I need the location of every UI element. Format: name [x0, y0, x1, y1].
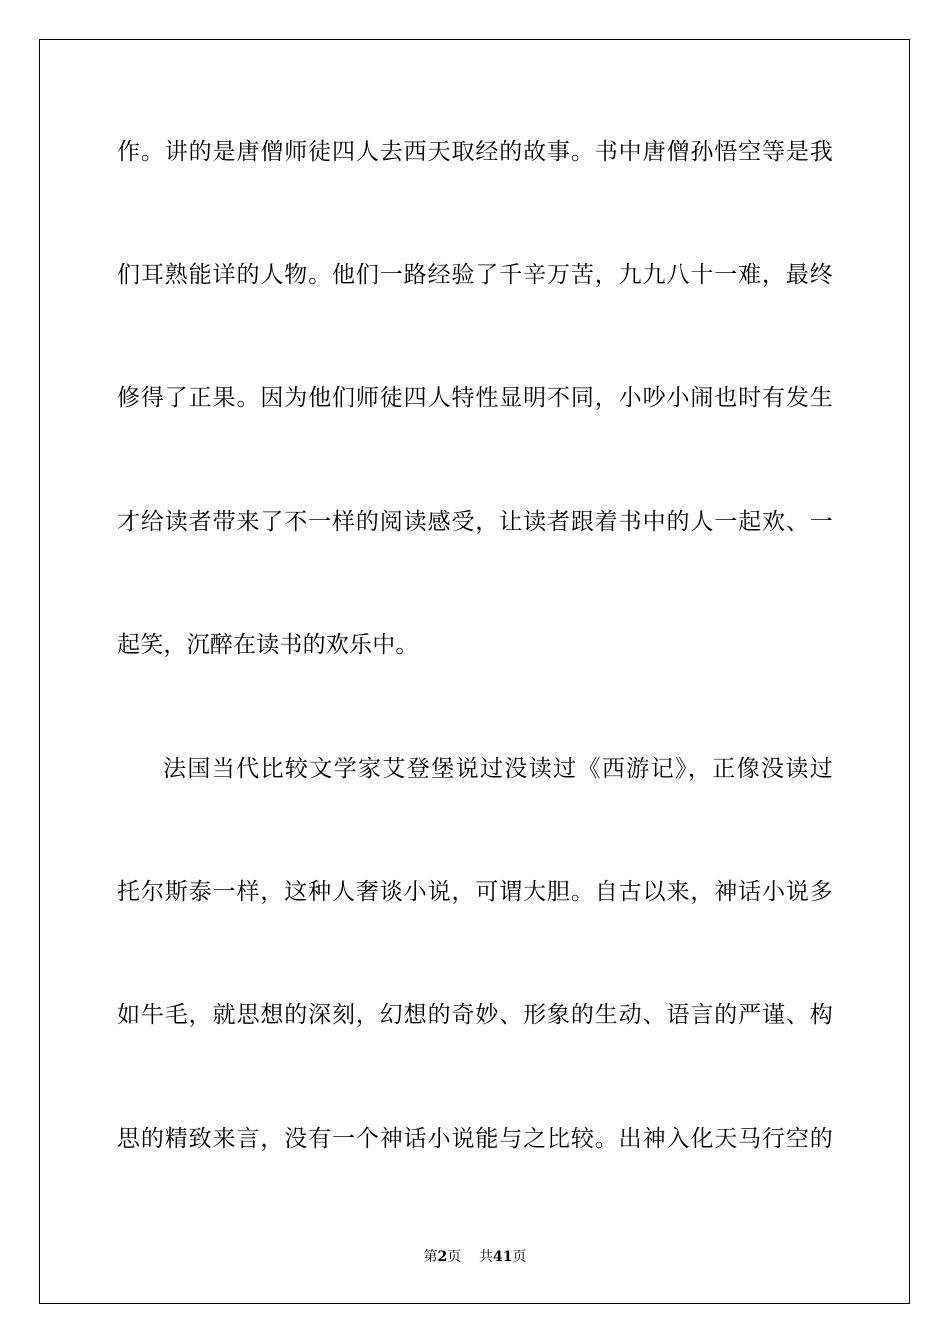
paragraph-line-1: 作。讲的是唐僧师徒四人去西天取经的故事。书中唐僧孙悟空等是我 — [117, 139, 833, 165]
page-footer — [0, 1247, 950, 1267]
page-border — [39, 39, 910, 1304]
footer-page-suffix: 页 — [447, 1249, 462, 1265]
footer-page-prefix: 第 — [423, 1249, 438, 1265]
footer-total-prefix: 共 — [479, 1249, 494, 1265]
footer-total-suffix: 页 — [512, 1249, 527, 1265]
paragraph-line-9: 思的精致来言，没有一个神话小说能与之比较。出神入化天马行空的 — [117, 1126, 833, 1152]
paragraph-line-4: 才给读者带来了不一样的阅读感受，让读者跟着书中的人一起欢、一 — [117, 509, 833, 535]
paragraph-line-3: 修得了正果。因为他们师徒四人特性显明不同，小吵小闹也时有发生 — [117, 385, 833, 411]
paragraph-line-8: 如牛毛，就思想的深刻，幻想的奇妙、形象的生动、语言的严谨、构 — [117, 1002, 833, 1028]
paragraph-line-5: 起笑，沉醉在读书的欢乐中。 — [117, 632, 419, 658]
paragraph-line-2: 们耳熟能详的人物。他们一路经验了千辛万苦，九九八十一难，最终 — [117, 262, 833, 288]
paragraph-line-7: 托尔斯泰一样，这种人奢谈小说，可谓大胆。自古以来，神话小说多 — [117, 879, 833, 905]
footer-total-pages: 41 — [493, 1249, 513, 1265]
footer-page-number: 2 — [437, 1249, 448, 1265]
paragraph-line-6: 法国当代比较文学家艾登堡说过没读过《西游记》，正像没读过 — [163, 756, 833, 782]
